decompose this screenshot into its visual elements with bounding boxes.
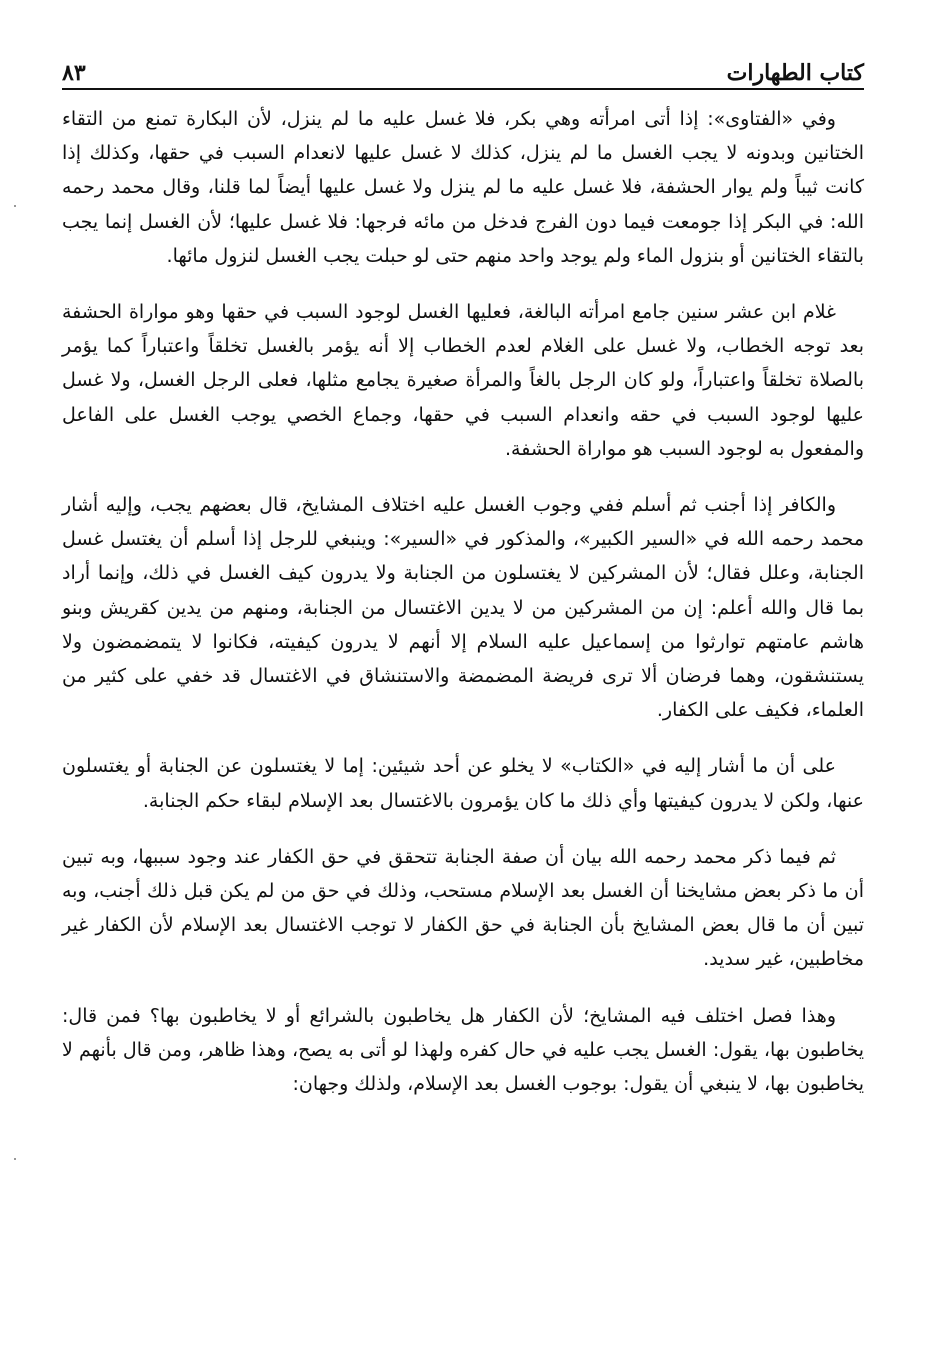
page-number: ٨٣	[62, 60, 86, 86]
paragraph: وفي «الفتاوى»: إذا أتى امرأته وهي بكر، فلا غسل عليه ما لم ينزل، لأن البكارة تمنع من التقاء الختانين وبدونه لا يجب الغسل ما لم ينزل، كذلك لا غسل عليها لانعدام السبب في حقها، وكذلك إذا كانت ثيباً ولم يوار الحشفة، فلا غسل عليه ما لم ينزل ولا غسل عليها أيضاً لما قلنا، وقال محمد رحمه الله: في البكر إذا جومعت فيما دون الفرج فدخل من مائه فرجها: فلا غسل عليها؛ لأن الغسل إنما يجب بالتقاء الختانين أو بنزول الماء ولم يوجد واحد منهم حتى لو حبلت يجب الغسل لنزول مائها.	[62, 108, 864, 267]
scan-speck	[14, 1158, 16, 1160]
page-header	[62, 44, 864, 90]
paragraph: ثم فيما ذكر محمد رحمه الله بيان أن صفة الجنابة تتحقق في حق الكفار عند وجود سببها، وبه تبين أن ما ذكر بعض مشايخنا أن الغسل بعد الإسلام مستحب، وذلك في حق من لم يكن قبل ذلك أجنب، وبه تبين أن ما قال بعض المشايخ بأن الجنابة في حق الكفار لا توجب الاغتسال بعد الإسلام لأن الكفار غير مخاطبين، غير سديد.	[62, 845, 864, 971]
paragraph: على أن ما أشار إليه في «الكتاب» لا يخلو عن أحد شيئين: إما لا يغتسلون عن الجنابة أو يغتسلون عنها، ولكن لا يدرون كيفيتها وأي ذلك ما كان يؤمرون بالاغتسال بعد الإسلام لبقاء حكم الجنابة.	[62, 755, 864, 812]
scan-speck	[14, 205, 16, 207]
page-content	[62, 102, 864, 1101]
paragraph: والكافر إذا أجنب ثم أسلم ففي وجوب الغسل عليه اختلاف المشايخ، قال بعضهم يجب، وإليه أشار محمد رحمه الله في «السير الكبير»، والمذكور في «السير»: وينبغي للرجل إذا أسلم أن يغتسل غسل الجنابة، وعلل فقال؛ لأن المشركين لا يغتسلون من الجنابة ولا يدرون كيف الغسل في ذلك، وإنما أراد بما قال والله أعلم: إن من المشركين من لا يدين الاغتسال من الجنابة، ومنهم من يدين كقريش وبنو هاشم عامتهم توارثوا من إسماعيل عليه السلام إلا أنهم لا يدرون كيفيته، فكانوا لا يتمضمضون ولا يستنشقون، وهما فرضان ألا ترى فريضة المضمضة والاستنشاق في الاغتسال قد خفي على كثير من العلماء، فكيف على الكفار.	[62, 494, 864, 722]
running-title: كتاب الطهارات	[726, 60, 864, 86]
book-page	[62, 44, 864, 1335]
paragraph: وهذا فصل اختلف فيه المشايخ؛ لأن الكفار هل يخاطبون بالشرائع أو لا يخاطبون بها؟ فمن قال: يخاطبون بها، يقول: الغسل يجب عليه في حال كفره ولهذا لو أتى به يصح، وهذا ظاهر، ومن قال بأنهم لا يخاطبون بها، لا ينبغي أن يقول: بوجوب الغسل بعد الإسلام، ولذلك وجهان:	[62, 1004, 864, 1096]
paragraph: غلام ابن عشر سنين جامع امرأته البالغة، فعليها الغسل لوجود السبب في حقها وهو مواراة الحشفة بعد توجه الخطاب، ولا غسل على الغلام لعدم الخطاب إلا أنه يؤمر بالغسل تخلقاً واعتباراً كما يؤمر بالصلاة تخلقاً واعتباراً، ولو كان الرجل بالغاً والمرأة صغيرة يجامع مثلها، فعلى الرجل الغسل، ولا غسل عليها لوجود السبب في حقه وانعدام السبب في حقها، وجماع الخصي يوجب الغسل على الفاعل والمفعول به لوجود السبب هو مواراة الحشفة.	[62, 301, 864, 460]
